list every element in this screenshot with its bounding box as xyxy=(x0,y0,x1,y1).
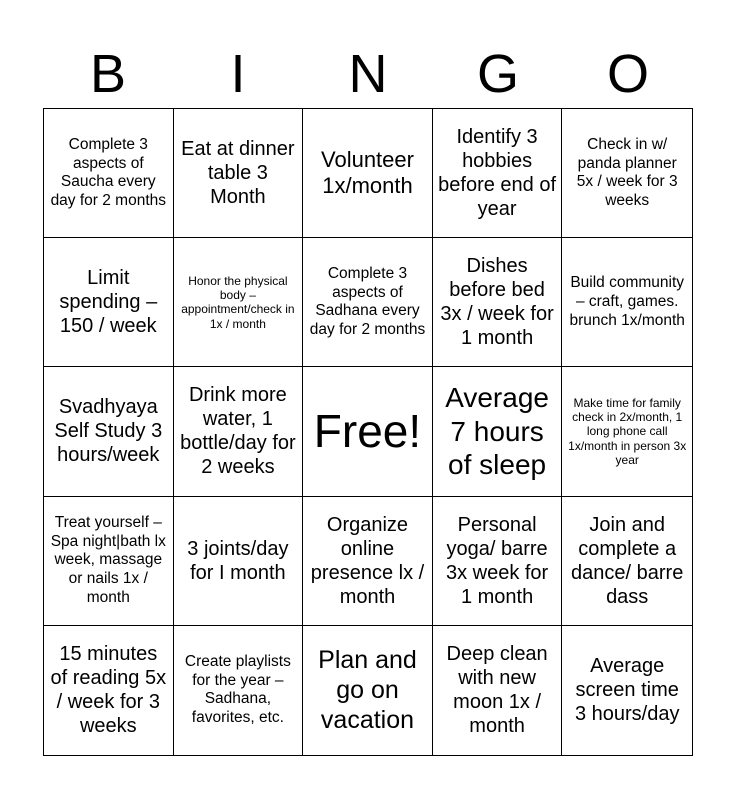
header-letter-n: N xyxy=(348,44,388,104)
bingo-cell-r5c3: Plan and go on vacation xyxy=(303,626,433,755)
bingo-card xyxy=(43,108,693,756)
bingo-cell-r1c3: Volunteer 1x/month xyxy=(303,109,433,238)
bingo-cell-r1c1: Complete 3 aspects of Saucha every day for 2 months xyxy=(44,109,174,238)
bingo-cell-r2c5: Build community – craft, games. brunch 1x/month xyxy=(562,238,692,367)
bingo-cell-r2c1: Limit spending – 150 / week xyxy=(44,238,174,367)
bingo-cell-r1c2: Eat at dinner table 3 Month xyxy=(174,109,304,238)
bingo-cell-r2c4: Dishes before bed 3x / week for 1 month xyxy=(433,238,563,367)
bingo-cell-r5c2: Create playlists for the year – Sadhana, favorites, etc. xyxy=(174,626,304,755)
bingo-cell-r5c1: 15 minutes of reading 5x / week for 3 weeks xyxy=(44,626,174,755)
bingo-cell-r1c4: Identify 3 hobbies before end of year xyxy=(433,109,563,238)
header-letter-i: I xyxy=(230,44,246,104)
bingo-cell-r4c5: Join and complete a dance/ barre dass xyxy=(562,497,692,626)
bingo-cell-r5c4: Deep clean with new moon 1x / month xyxy=(433,626,563,755)
bingo-cell-r4c4: Personal yoga/ barre 3x week for 1 month xyxy=(433,497,563,626)
bingo-cell-r4c2: 3 joints/day for I month xyxy=(174,497,304,626)
bingo-cell-r3c2: Drink more water, 1 bottle/day for 2 weeks xyxy=(174,367,304,496)
header-letter-o: O xyxy=(606,44,649,104)
bingo-cell-r3c4: Average 7 hours of sleep xyxy=(433,367,563,496)
header-letter-b: B xyxy=(89,44,127,104)
bingo-cell-r3c5: Make time for family check in 2x/month, 1 long phone call 1x/month in person 3x year xyxy=(562,367,692,496)
header-letter-g: G xyxy=(476,44,519,104)
bingo-cell-r1c5: Check in w/ panda planner 5x / week for 3 weeks xyxy=(562,109,692,238)
bingo-cell-r4c3: Organize online presence lx / month xyxy=(303,497,433,626)
bingo-cell-r2c2: Honor the physical body – appointment/check in 1x / month xyxy=(174,238,304,367)
bingo-header xyxy=(43,40,693,108)
bingo-cell-r4c1: Treat yourself – Spa night|bath lx week, massage or nails 1x / month xyxy=(44,497,174,626)
bingo-cell-r2c3: Complete 3 aspects of Sadhana every day for 2 months xyxy=(303,238,433,367)
bingo-cell-free: Free! xyxy=(303,367,433,496)
bingo-cell-r3c1: Svadhyaya Self Study 3 hours/week xyxy=(44,367,174,496)
bingo-cell-r5c5: Average screen time 3 hours/day xyxy=(574,655,680,726)
